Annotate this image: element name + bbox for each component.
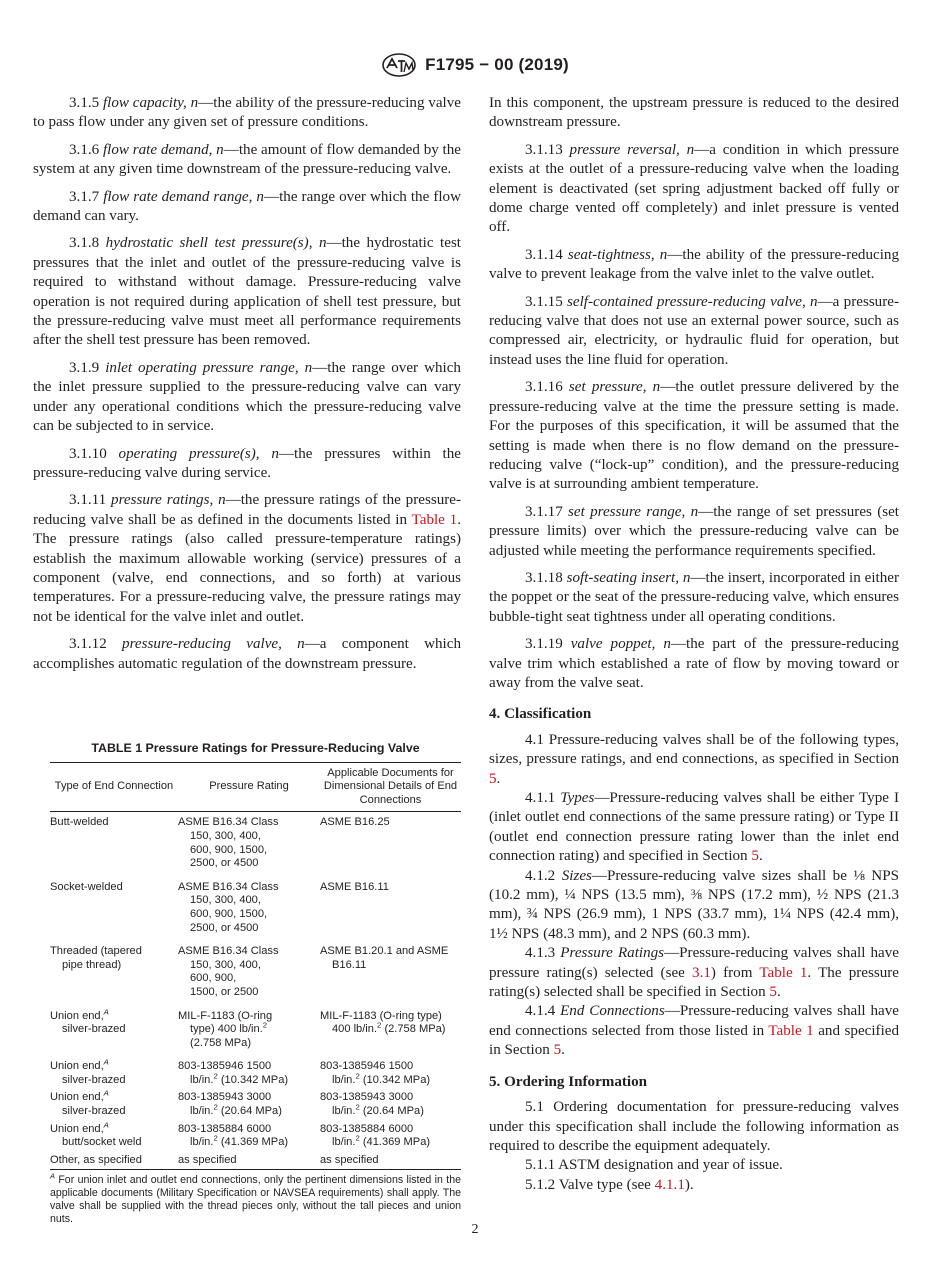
para-5-1-2: 5.1.2 Valve type (see 4.1.1). <box>525 1176 694 1193</box>
table-row: Socket-welded ASME B16.34 Class 150, 300, 400, 600, 900, 1500, 2500, or 4500 ASME B16.11 <box>50 880 389 934</box>
definition-3-1-9: 3.1.9 inlet operating pressure range, n—the range over which the inlet pressure supplied to the pressure-reducing valve can vary under any operational conditions which the pressure-reducing valve can be subjected to in service. <box>33 359 461 435</box>
section-5-title: 5. Ordering Information <box>489 1073 648 1090</box>
definition-3-1-17: 3.1.17 set pressure range, n—the range of set pressures (set pressure limits) over which the pressure-reducing valve can be adjusted while meeting the performance requirements specified. <box>489 503 899 559</box>
table-row: Threaded (tapered pipe thread) ASME B16.34 Class 150, 300, 400, 600, 900, 1500, or 2500 ASME B1.20.1 and ASME B16.11 <box>50 945 449 998</box>
page-header <box>0 52 950 78</box>
column-header: Pressure Rating <box>178 762 320 812</box>
section-5-link[interactable]: 5 <box>751 848 759 865</box>
table-1-link[interactable]: Table 1 <box>759 964 808 981</box>
section-3-1-link[interactable]: 3.1 <box>692 964 711 981</box>
pressure-ratings-table <box>50 762 461 1171</box>
definition-3-1-16: 3.1.16 set pressure, n—the outlet pressure delivered by the pressure-reducing valve at the time the pressure setting is made. For the purposes of this specification, it will be assumed that the setting is made when there is no flow demand on the pressure-reducing valve (“lock-up” condition), and the pressure-reducing valve is at surrounding ambient temperature. <box>489 379 899 493</box>
section-5-link[interactable]: 5 <box>769 984 777 1001</box>
definition-3-1-12-continued: In this component, the upstream pressure is reduced to the desired downstream pressure. <box>489 95 899 131</box>
para-4-1-3: 4.1.3 Pressure Ratings—Pressure-reducing valves shall have pressure rating(s) selected (see 3.1) from Table 1. The pressure rating(s) selected shall be specified in Section 5. <box>489 945 899 1001</box>
table-row: Butt-welded ASME B16.34 Class 150, 300, 400, 600, 900, 1500, 2500, or 4500 ASME B16.25 <box>50 816 390 870</box>
standard-designation: F1795 − 00 (2019) <box>425 55 569 74</box>
para-4-1-4: 4.1.4 End Connections—Pressure-reducing valves shall have end connections selected from those listed in Table 1 and specified in Section 5. <box>489 1003 900 1059</box>
para-5-1-1: 5.1.1 ASTM designation and year of issue. <box>525 1157 783 1174</box>
section-4-1-1-link[interactable]: 4.1.1 <box>654 1176 685 1193</box>
table-1-link[interactable]: Table 1 <box>411 511 458 528</box>
astm-logo-icon <box>381 52 417 78</box>
section-5-link[interactable]: 5 <box>489 770 497 787</box>
definition-3-1-13: 3.1.13 pressure reversal, n—a condition in which pressure exists at the outlet of a pressure-reducing valve when the loading element is deactivated (set spring adjustment backed off fully or dome charge vented off completely) and inlet pressure is vented off. <box>489 141 899 236</box>
para-5-1: 5.1 Ordering documentation for pressure-reducing valves under this specification shall include the following information as required to describe the equipment adequately. <box>489 1099 899 1154</box>
definition-3-1-10: 3.1.10 operating pressure(s), n—the pressures within the pressure-reducing valve during service. <box>33 445 461 481</box>
table-1-link[interactable]: Table 1 <box>768 1022 814 1039</box>
definition-3-1-19: 3.1.19 valve poppet, n—the part of the pressure-reducing valve trim which established a rate of flow by moving toward or away from the valve seat. <box>489 636 899 691</box>
table-1 <box>50 742 461 1226</box>
table-title: TABLE 1 Pressure Ratings for Pressure-Reducing Valve <box>91 741 420 755</box>
definition-3-1-5: 3.1.5 flow capacity, n—the ability of the pressure-reducing valve to pass flow under any given set of pressure conditions. <box>33 95 461 131</box>
definition-3-1-7: 3.1.7 flow rate demand range, n—the range over which the flow demand can vary. <box>33 188 461 225</box>
table-footnote: $^A$ For union inlet and outlet end connections, only the pertinent dimensions listed in the applicable documents (Military Specification or NAVSEA requirements) shall apply. The valve shall be supplied with the thread pieces only, without the tall pieces and union nuts. <box>50 1171 461 1226</box>
definition-3-1-12: 3.1.12 pressure-reducing valve, n—a component which accomplishes automatic regulation of the downstream pressure. <box>33 636 461 672</box>
table-row: Other, as specified as specified as specified <box>50 1152 461 1170</box>
definition-3-1-14: 3.1.14 seat-tightness, n—the ability of the pressure-reducing valve to prevent leakage from the valve inlet to the valve outlet. <box>489 246 899 283</box>
section-4-title: 4. Classification <box>489 706 592 723</box>
definition-3-1-15: 3.1.15 self-contained pressure-reducing valve, n—a pressure-reducing valve that does not use an external power source, such as compressed air, electricity, or hydraulic fluid for operation, but instead uses the line fluid for operation. <box>489 293 899 368</box>
definition-3-1-11: 3.1.11 pressure ratings, n—the pressure ratings of the pressure-reducing valve shall be as defined in the documents listed in Table 1. The pressure ratings (also called pressure-temperature ratings) establish the maximum allowable working (service) pressures of a component (valve, end connections, and so forth) at various temperatures. For a pressure-reducing valve, the pressure ratings may not be identical for the valve inlet and outlet. <box>33 492 462 625</box>
para-4-1: 4.1 Pressure-reducing valves shall be of the following types, sizes, pressure ratings, and end connections, as specified in Section 5. <box>489 731 899 787</box>
page-number: 2 <box>471 1222 479 1237</box>
column-header: Applicable Documents for Dimensional Details of End Connections <box>320 762 461 812</box>
definition-3-1-18: 3.1.18 soft-seating insert, n—the insert, incorporated in either the poppet or the seat of the pressure-reducing valve, which ensures bubble-tight seat tightness under all operating conditions. <box>489 569 899 625</box>
table-row: Union end,$^A$ silver-brazed MIL-F-1183 (O-ring type) 400 lb/in.$^2$ (2.758 MPa) MIL-F-1183 (O-ring type) 400 lb/in.$^2$ (2.758 MPa) <box>50 1006 446 1049</box>
para-4-1-1: 4.1.1 Types—Pressure-reducing valves shall be either Type I (inlet outlet end connections of the same pressure rating) or Type II (outlet end connection pressure rating lower than the inlet end connection rating) and specified in Section 5. <box>489 790 899 865</box>
column-header: Type of End Connection <box>50 762 178 812</box>
left-column <box>33 94 461 682</box>
definition-3-1-6: 3.1.6 flow rate demand, n—the amount of flow demanded by the system at any given time downstream of the pressure-reducing valve. <box>33 141 462 178</box>
section-5-link[interactable]: 5 <box>553 1042 562 1059</box>
right-column <box>489 94 899 1195</box>
definition-3-1-8: 3.1.8 hydrostatic shell test pressure(s), n—the hydrostatic test pressures that the inlet and outlet of the pressure-reducing valve is required to withstand without damage. Pressure-reducing valve operation is not required during application of shell test pressure, but the pressure-reducing valve must meet all performance requirements after the shell test pressure has been removed. <box>33 235 462 349</box>
table-row: Union end,$^A$ silver-brazed 803-1385943 3000 lb/in.$^2$ (20.64 MPa) 803-1385943 3000 lb/in.$^2$ (20.64 MPa) <box>50 1088 424 1118</box>
para-4-1-2: 4.1.2 Sizes—Pressure-reducing valve sizes shall be ⅛ NPS (10.2 mm), ¼ NPS (13.5 mm), ⅜ NPS (17.2 mm), ½ NPS (21.3 mm), ¾ NPS (26.9 mm), 1 NPS (33.7 mm), 1¼ NPS (42.4 mm), 1½ NPS (48.3 mm), and 2 NPS (60.3 mm). <box>489 867 899 942</box>
table-row: Union end,$^A$ butt/socket weld 803-1385884 6000 lb/in.$^2$ (41.369 MPa) 803-1385884 6000 lb/in.$^2$ (41.369 MPa) <box>50 1119 431 1149</box>
table-row: Union end,$^A$ silver-brazed 803-1385946 1500 lb/in.$^2$ (10.342 MPa) 803-1385946 1500 lb/in.$^2$ (10.342 MPa) <box>50 1057 431 1086</box>
